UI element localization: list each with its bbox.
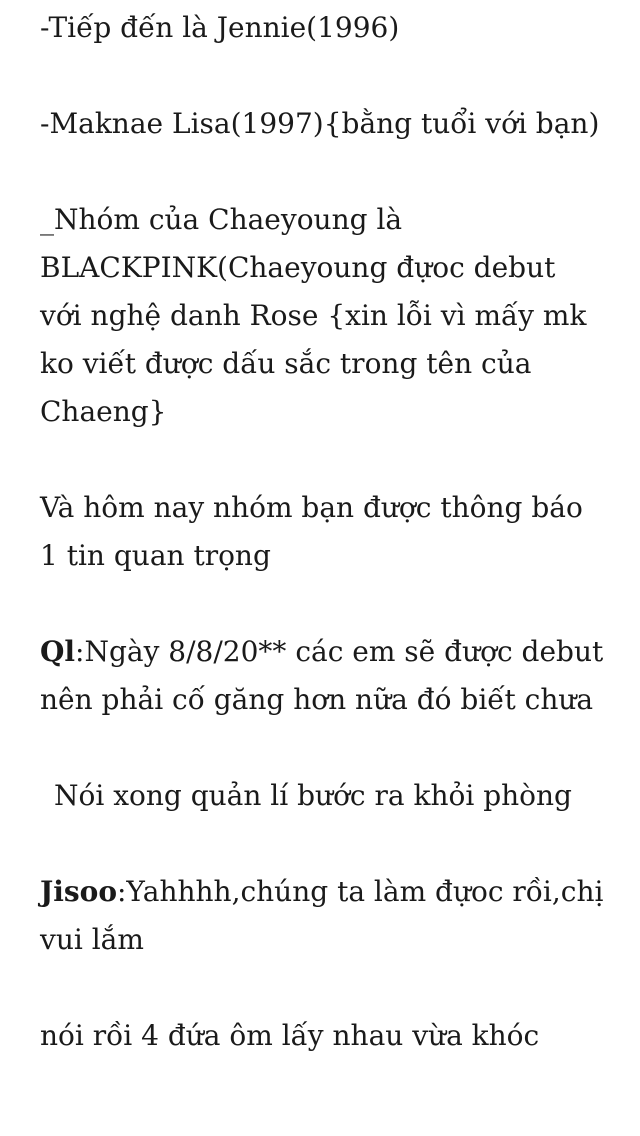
paragraph-group: _Nhóm của Chaeyoung là BLACKPINK(Chaeyoung đựoc debut với nghệ danh Rose {xin lỗi vì mấy mk ko viết được dấu sắc trong tên của Chaeng} <box>40 203 587 428</box>
speaker-name: Ql <box>40 635 76 668</box>
paragraph-spacer <box>40 820 604 868</box>
paragraph-hug: nói rồi 4 đứa ôm lấy nhau vừa khóc <box>40 1019 540 1052</box>
dialogue-manager <box>40 628 604 724</box>
paragraph-spacer <box>40 436 604 484</box>
paragraph-manager-leaves: Nói xong quản lí bước ra khỏi phòng <box>54 779 572 812</box>
paragraph-spacer <box>40 964 604 1012</box>
paragraph-spacer <box>40 724 604 772</box>
paragraph-spacer <box>40 148 604 196</box>
dialogue-jisoo <box>40 868 604 964</box>
dialogue-text: :Ngày 8/8/20** các em sẽ được debut nên phải cố găng hơn nữa đó biết chưa <box>40 635 604 716</box>
paragraph-jennie: -Tiếp đến là Jennie(1996) <box>40 11 400 44</box>
paragraph-lisa: -Maknae Lisa(1997){bằng tuổi với bạn) <box>40 107 600 140</box>
paragraph-spacer <box>40 52 604 100</box>
paragraph-announcement: Và hôm nay nhóm bạn được thông báo 1 tin quan trọng <box>40 491 583 572</box>
paragraph-spacer <box>40 580 604 628</box>
speaker-name: Jisoo <box>40 875 117 908</box>
dialogue-text: :Yahhhh,chúng ta làm đựoc rồi,chị vui lắm <box>40 875 604 956</box>
